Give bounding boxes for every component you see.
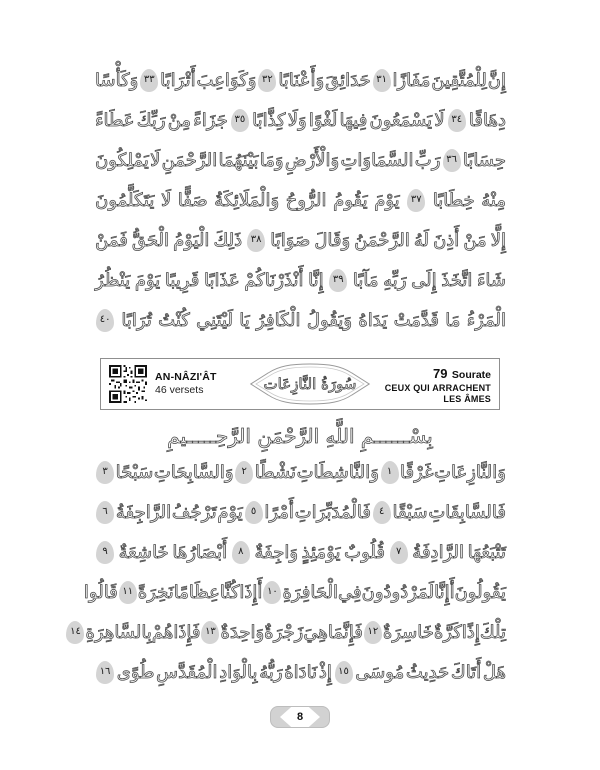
ayah-word: الْمَرْءُ — [466, 309, 506, 331]
ayah-word: أَمْرًا — [264, 501, 294, 523]
surah-verse-count: 46 versets — [155, 384, 204, 396]
surah-title-french-1: CEUX QUI ARRACHENT — [384, 382, 491, 393]
ayah-word: الْكَافِرُ — [256, 309, 301, 331]
ayah-word: اتَّخَذَ — [441, 269, 473, 291]
ayah-word: زَجْرَةٌ — [264, 621, 304, 643]
ayah-word: كُنَّا — [219, 581, 240, 603]
ayah-word: خِطَابًا — [432, 189, 475, 211]
verse-number-medallion: ٣٨ — [247, 229, 265, 252]
ayah-word: لِلْمُتَّقِينَ — [431, 69, 487, 91]
ayah-word: كِذَّابًا — [252, 109, 286, 131]
ayah-word: بِالْوَادِ — [219, 661, 258, 683]
ayah-word: بَيْنَهُمَا — [218, 149, 259, 171]
ayah-word: ذَلِكَ — [213, 229, 243, 251]
quran-line — [95, 60, 506, 100]
ayah-word: خَاشِعَةٌ — [118, 541, 169, 563]
verse-number-medallion: ٩ — [96, 541, 114, 564]
ayah-word: شَاءَ — [476, 269, 506, 291]
ayah-word: فَالْمُدَبِّرَاتِ — [294, 501, 371, 523]
ayah-word: يَا — [239, 309, 250, 331]
verse-number-medallion: ٣١ — [373, 69, 391, 92]
ayah-word: نَادَاهُ — [284, 661, 318, 683]
quran-line — [95, 260, 506, 300]
ayah-word: مَآبًا — [352, 269, 379, 291]
ayah-word: كَرَّةٌ — [433, 621, 462, 643]
verse-number-medallion: ١ — [381, 461, 399, 484]
page-number-ornament — [0, 706, 600, 728]
ayah-word: يَوْمَ — [217, 501, 243, 523]
ayah-word: أَإِنَّا — [434, 581, 455, 603]
ayah-word: الرَّاجِفَةُ — [115, 501, 172, 523]
verse-number-medallion: ١٦ — [96, 661, 114, 684]
ayah-word: سَبْقًا — [392, 501, 428, 523]
ayah-word: يَقُومُ — [333, 189, 368, 211]
ayah-word: يَتَكَلَّمُونَ — [95, 189, 155, 211]
ayah-word: وَاجِفَةٌ — [254, 541, 299, 563]
ayah-word: وَمَا — [259, 149, 284, 171]
ayah-word: وَالنَّازِعَاتِ — [434, 461, 506, 483]
quran-line — [95, 452, 506, 492]
ayah-word: وَقَالَ — [314, 229, 351, 251]
ayah-word: غَرْقًا — [400, 461, 434, 483]
ayah-word: قَدَّمَتْ — [393, 309, 439, 331]
verse-number-medallion: ٣٥ — [231, 109, 249, 132]
verse-number-medallion: ١٢ — [364, 621, 382, 644]
ayah-word: صَوَابًا — [270, 229, 311, 251]
ayah-word: يَوْمَ — [374, 189, 400, 211]
ayah-word: يَنْظُرُ — [95, 269, 131, 291]
verse-number-medallion: ١٠ — [263, 581, 281, 604]
verse-number-medallion: ١٣ — [201, 621, 219, 644]
ayah-word: حِسَابًا — [462, 149, 506, 171]
ayah-word: يَوْمَئِذٍ — [301, 541, 341, 563]
surah-name-latin: AN-NÂZI'ÂT — [155, 370, 217, 383]
verse-number-medallion: ٣ — [96, 461, 114, 484]
ayah-word: أَنْذَرْنَاكُمْ — [244, 269, 304, 291]
ayah-word: فَإِنَّمَا — [327, 621, 363, 643]
ayah-word: مَا — [445, 309, 461, 331]
ayah-word: وَلَا — [287, 109, 307, 131]
ayah-word: وَاحِدَةٌ — [220, 621, 265, 643]
verse-number-medallion: ٣٤ — [448, 109, 466, 132]
ayah-word: سَبْحًا — [115, 461, 154, 483]
ayah-word: فَإِذَا — [173, 621, 201, 643]
ayah-word: عَذَابًا — [204, 269, 240, 291]
verse-number-medallion: ٣٣ — [140, 69, 158, 92]
ayah-word: يَمْلِكُونَ — [95, 149, 149, 171]
verse-number-medallion: ٥ — [245, 501, 263, 524]
verse-number-medallion: ٤٠ — [96, 309, 114, 332]
ayah-word: هُمْ — [151, 621, 174, 643]
ayah-word: إِلَّا — [490, 229, 506, 251]
verse-number-medallion: ١٥ — [335, 661, 353, 684]
ayah-word: الْحَقُّ — [131, 229, 170, 251]
ayah-word: وَيَقُولُ — [306, 309, 353, 331]
ayah-word: فِيهَا — [339, 109, 368, 131]
ayah-word: وَكَوَاعِبَ — [196, 69, 257, 91]
quran-line — [95, 532, 506, 572]
surah-title-cartouche — [249, 362, 371, 406]
basmala: بِسْــــــمِ اللَّهِ الرَّحْمَنِ الرَّحِـــــيمِ — [167, 424, 433, 448]
ayah-word: رَبِّ — [414, 149, 441, 171]
verse-number-medallion: ٣٢ — [258, 69, 276, 92]
verse-number-medallion: ٨ — [232, 541, 250, 564]
ayah-word: نَخِرَةً — [137, 581, 174, 603]
ayah-word: حَدَائِقَ — [325, 69, 371, 91]
ayah-word: لَيْتَنِي — [196, 309, 233, 331]
ayah-word: لَمَرْدُودُونَ — [361, 581, 435, 603]
ayah-word: إِذْ — [318, 661, 332, 683]
ayah-word: الرَّادِفَةُ — [412, 541, 464, 563]
ayah-word: إِنَّ — [487, 69, 506, 91]
ayah-word: أَذِنَ — [433, 229, 460, 251]
verse-number-medallion: ٦ — [96, 501, 114, 524]
ayah-word: فَمَنْ — [95, 229, 128, 251]
verse-number-medallion: ٤ — [373, 501, 391, 524]
surah-title-french-2: LES ÂMES — [443, 393, 491, 404]
ayah-word: أَإِذَا — [239, 581, 263, 603]
surah-info-left — [155, 371, 241, 397]
ayah-word: يَسْمَعُونَ — [369, 109, 433, 131]
ayah-word: الْيَوْمُ — [173, 229, 210, 251]
page-number-pill — [270, 706, 330, 728]
verse-number-medallion: ١١ — [119, 581, 137, 604]
ayah-word: جَزَاءً — [193, 109, 228, 131]
ayah-word: قَرِيبًا — [164, 269, 200, 291]
ayah-word: لَا — [434, 109, 445, 131]
ayah-word: هَلْ — [482, 661, 506, 683]
ayah-word: أَتَاكَ — [450, 661, 482, 683]
ayah-word: مِنْ — [167, 109, 192, 131]
ayah-word: قَالُوا — [83, 581, 118, 603]
ayah-word: عِظَامًا — [173, 581, 220, 603]
ayah-word: بِالسَّاهِرَةِ — [85, 621, 152, 643]
verse-number-medallion: ٢ — [235, 461, 253, 484]
quran-line — [70, 612, 506, 652]
ayah-word: إِذًا — [461, 621, 480, 643]
ayah-word: حَدِيثُ — [405, 661, 450, 683]
ayah-word: وَالنَّاشِطَاتِ — [296, 461, 379, 483]
ayah-word: أَتْرَابًا — [160, 69, 196, 91]
surah-number: 79 — [432, 365, 448, 381]
ayah-word: تُرَابًا — [121, 309, 152, 331]
ayah-word: رَبُّهُ — [259, 661, 283, 683]
ayah-word: وَالسَّابِحَاتِ — [153, 461, 234, 483]
ayah-word: قُلُوبٌ — [344, 541, 385, 563]
ayah-word: نَشْطًا — [254, 461, 297, 483]
ayah-word: لَا — [150, 149, 161, 171]
ayah-word: دِهَاقًا — [468, 109, 506, 131]
quran-line — [95, 492, 506, 532]
ayah-word: كُنْتُ — [158, 309, 190, 331]
ayah-word: إِلَى — [411, 269, 437, 291]
ayah-word: طُوًى — [116, 661, 155, 683]
sourate-label: Sourate — [451, 368, 491, 381]
verse-number-medallion: ٣٦ — [443, 149, 461, 172]
ayah-word: لَا — [160, 189, 172, 211]
quran-line — [83, 572, 506, 612]
ayah-word: صَفًّا — [177, 189, 208, 211]
ayah-word: وَالْمَلَائِكَةُ — [214, 189, 280, 211]
ayah-word: الْمُقَدَّسِ — [156, 661, 218, 683]
ayah-word: الرَّحْمَنُ — [354, 229, 410, 251]
ayah-word: عَطَاءً — [95, 109, 135, 131]
verse-number-medallion: ٧ — [390, 541, 408, 564]
verse-number-medallion: ٣٧ — [407, 189, 425, 212]
ayah-word: الرُّوحُ — [285, 189, 327, 211]
page-number: 8 — [296, 711, 304, 723]
ayah-word: رَبِّهِ — [383, 269, 407, 291]
ayah-word: مِنْهُ — [481, 189, 506, 211]
surah-title-arabic: سُورَةُ النَّازِعَات — [263, 375, 357, 393]
surah-info-right — [379, 364, 491, 405]
ayah-word: الرَّحْمَنِ — [161, 149, 218, 171]
ayah-word: يَدَاهُ — [358, 309, 388, 331]
ayah-word: وَكَأْسًا — [95, 69, 139, 91]
quran-line — [95, 180, 506, 220]
ayah-word: فَالسَّابِقَاتِ — [428, 501, 506, 523]
verse-number-medallion: ١٤ — [66, 621, 84, 644]
ayah-word: مَفَازًا — [392, 69, 431, 91]
ayah-word: وَالْأَرْضِ — [284, 149, 340, 171]
ayah-word: إِنَّا — [308, 269, 324, 291]
ayah-word: لَغْوًا — [308, 109, 338, 131]
ayah-word: مَنْ — [463, 229, 487, 251]
ayah-word: وَأَعْنَابًا — [278, 69, 325, 91]
ayah-word: تَرْجُفُ — [171, 501, 217, 523]
quran-line — [95, 300, 506, 340]
ayah-word: فِي — [338, 581, 362, 603]
ayah-word: يَقُولُونَ — [454, 581, 506, 603]
ayah-word: الْحَافِرَةِ — [282, 581, 338, 603]
ayah-word: لَهُ — [413, 229, 430, 251]
quran-text-block-bottom — [70, 452, 506, 692]
ayah-word: تَتْبَعُهَا — [467, 541, 506, 563]
ayah-word: مُوسَى — [355, 661, 405, 683]
quran-line — [95, 100, 506, 140]
ayah-word: رَبِّكَ — [136, 109, 166, 131]
qr-code-icon — [109, 365, 147, 403]
ayah-word: السَّمَاوَاتِ — [340, 149, 414, 171]
quran-line — [95, 652, 506, 692]
ayah-word: يَوْمَ — [134, 269, 161, 291]
verse-number-medallion: ٣٩ — [329, 269, 347, 292]
ayah-word: أَبْصَارُهَا — [172, 541, 228, 563]
ayah-word: هِيَ — [303, 621, 328, 643]
quran-line — [95, 140, 506, 180]
quran-text-block-top — [95, 60, 506, 340]
surah-header-band — [100, 358, 500, 410]
ayah-word: تِلْكَ — [479, 621, 506, 643]
ayah-word: خَاسِرَةٌ — [382, 621, 434, 643]
quran-line — [95, 220, 506, 260]
